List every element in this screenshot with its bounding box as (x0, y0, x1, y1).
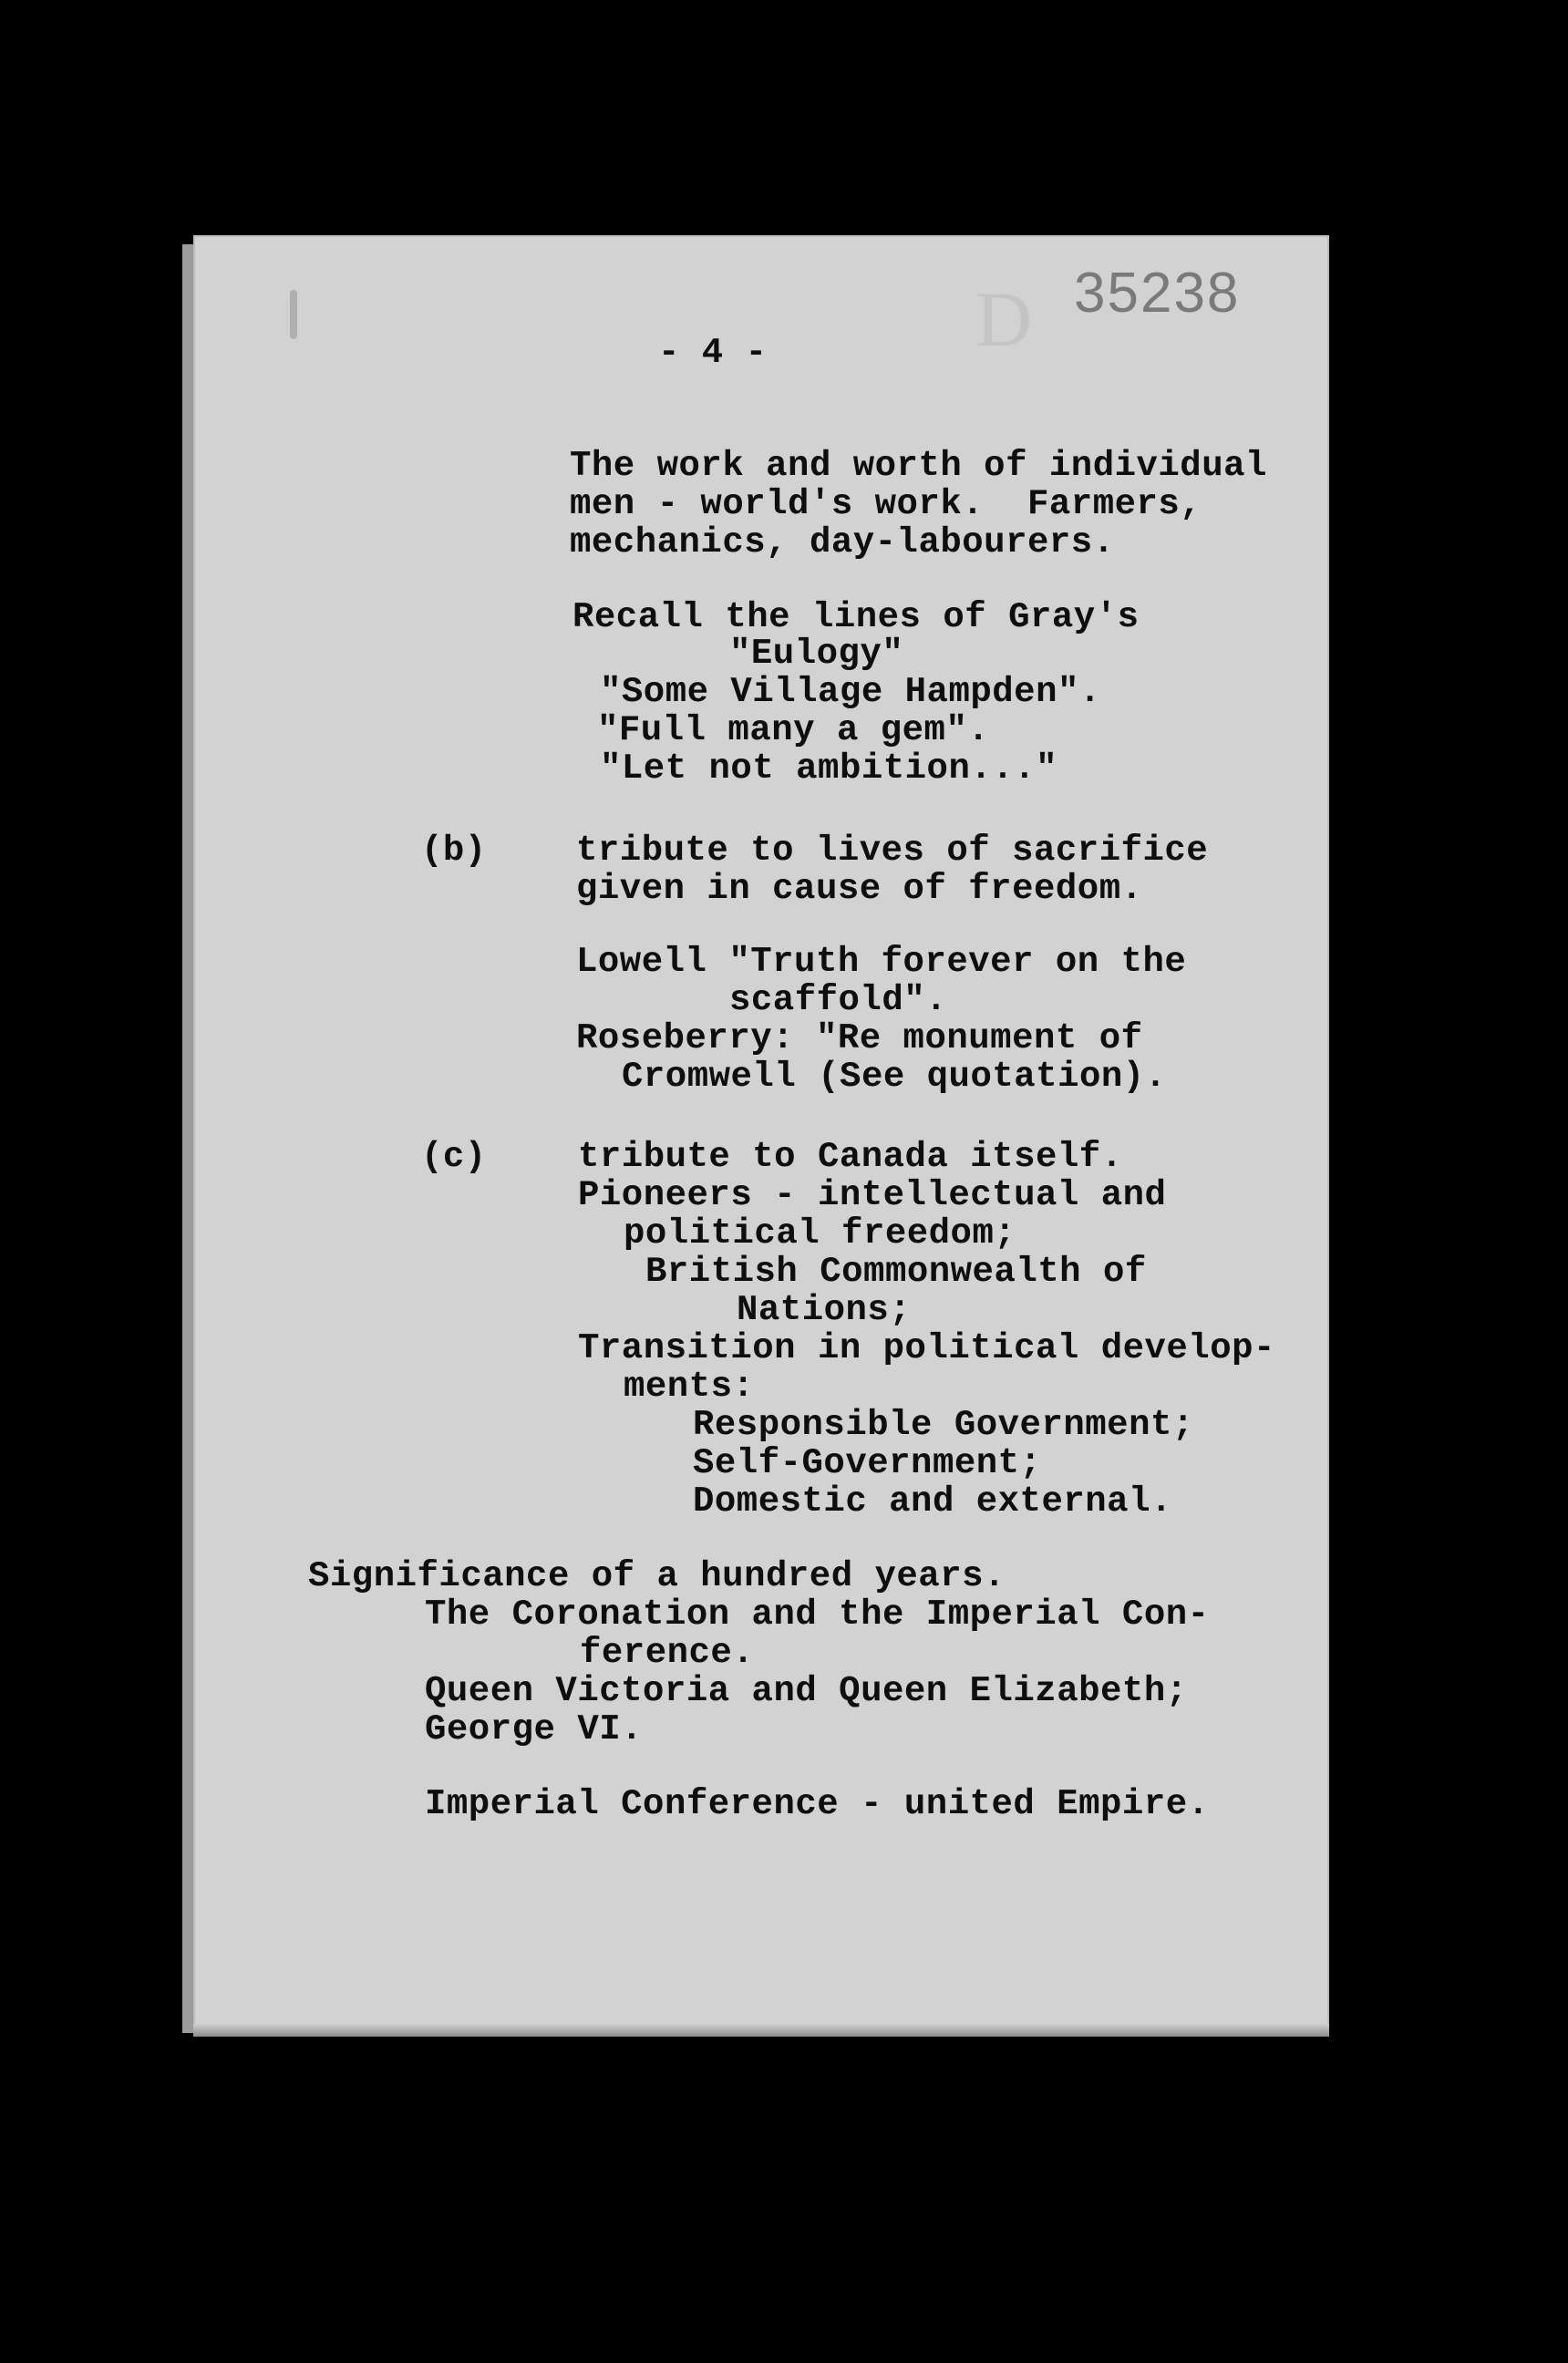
text-line: "Some Village Hampden". (600, 672, 1101, 712)
section-marker-b: (b) (421, 831, 487, 871)
text-line: men - world's work. Farmers, (570, 484, 1202, 524)
archive-stamp-number: 35238 (1074, 262, 1241, 325)
archive-stamp-letter: D (975, 275, 1033, 363)
text-line: The Coronation and the Imperial Con- (425, 1594, 1210, 1635)
text-line: scaffold". (729, 980, 948, 1020)
text-line: Domestic and external. (693, 1481, 1172, 1522)
text-line: Imperial Conference - united Empire. (425, 1784, 1210, 1824)
text-line: British Commonwealth of (645, 1252, 1147, 1292)
text-line: "Full many a gem". (597, 710, 990, 750)
text-line: Roseberry: "Re monument of (576, 1018, 1143, 1058)
text-line: Self-Government; (693, 1443, 1042, 1483)
text-line: Recall the lines of Gray's (573, 597, 1140, 637)
text-line: The work and worth of individual (570, 446, 1267, 486)
text-line: Queen Victoria and Queen Elizabeth; (425, 1671, 1188, 1711)
text-line: tribute to lives of sacrifice (576, 831, 1209, 871)
text-line: Transition in political develop- (578, 1328, 1275, 1368)
text-line: mechanics, day-labourers. (570, 522, 1115, 562)
text-line: tribute to Canada itself. (578, 1137, 1123, 1177)
section-marker-c: (c) (421, 1137, 487, 1177)
text-line: Cromwell (See quotation). (622, 1057, 1167, 1097)
text-line: Pioneers - intellectual and (578, 1175, 1167, 1215)
page-bottom-edge (193, 2024, 1329, 2037)
text-line: George VI. (425, 1709, 644, 1749)
margin-mark (290, 290, 297, 339)
text-line: "Eulogy" (729, 634, 904, 674)
text-line: Nations; (737, 1290, 912, 1330)
text-line: "Let not ambition..." (600, 748, 1057, 789)
text-line: ference. (580, 1633, 755, 1673)
text-line: ments: (624, 1367, 755, 1407)
text-line: Responsible Government; (693, 1405, 1194, 1445)
text-line: Significance of a hundred years. (308, 1556, 1006, 1596)
page-number: - 4 - (658, 333, 768, 373)
text-line: Lowell "Truth forever on the (576, 942, 1187, 982)
text-line: given in cause of freedom. (576, 869, 1143, 909)
text-line: political freedom; (624, 1213, 1016, 1254)
